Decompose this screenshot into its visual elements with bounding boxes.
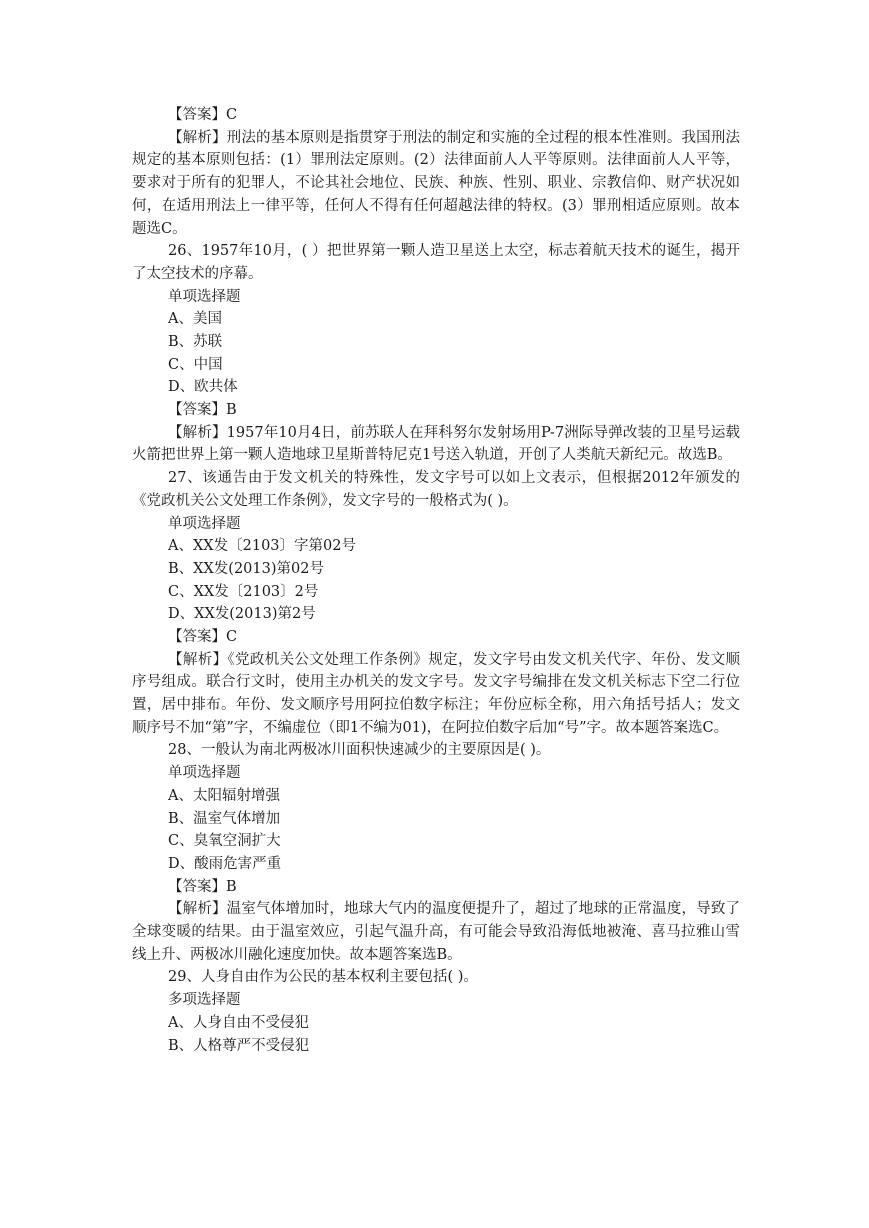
option-d: D、欧共体 xyxy=(168,379,238,396)
document-body xyxy=(132,104,740,1057)
answer-line: 【答案】B xyxy=(168,878,237,895)
question-type-label: 单项选择题 xyxy=(168,765,241,782)
question-stem: 29、人身自由作为公民的基本权利主要包括( )。 xyxy=(168,969,478,986)
option-a: A、人身自由不受侵犯 xyxy=(168,1014,309,1031)
option-c: C、臭氧空洞扩大 xyxy=(168,833,281,850)
question-stem: 27、该通告由于发文机关的特殊性，发文字号可以如上文表示，但根据2012年颁发的《党政机关公文处理工作条例》，发文字号的一般格式为( )。 xyxy=(132,470,740,509)
question-type-label: 单项选择题 xyxy=(168,288,241,305)
question-type-label: 多项选择题 xyxy=(168,992,241,1009)
option-a: A、太阳辐射增强 xyxy=(168,787,280,804)
question-type-label: 单项选择题 xyxy=(168,515,241,532)
option-c: C、中国 xyxy=(168,356,223,373)
option-c: C、XX发〔2103〕2号 xyxy=(168,583,319,600)
analysis-paragraph: 【解析】1957年10月4日，前苏联人在拜科努尔发射场用P-7洲际导弹改装的卫星号运载火箭把世界上第一颗人造地球卫星斯普特尼克1号送入轨道，开创了人类航天新纪元。故选B。 xyxy=(132,424,740,464)
answer-line: 【答案】C xyxy=(168,628,238,645)
option-d: D、XX发(2013)第2号 xyxy=(168,606,316,623)
answer-line: 【答案】C xyxy=(168,107,238,123)
option-a: A、美国 xyxy=(168,311,222,328)
option-a: A、XX发〔2103〕字第02号 xyxy=(168,538,356,555)
question-stem: 28、一般认为南北两极冰川面积快速减少的主要原因是( )。 xyxy=(168,742,551,759)
option-b: B、苏联 xyxy=(168,333,223,350)
analysis-paragraph: 【解析】温室气体增加时，地球大气内的温度便提升了，超过了地球的正常温度，导致了全球变暖的结果。由于温室效应，引起气温升高，有可能会导致沿海低地被淹、喜马拉雅山雪线上升、两极冰川融化速度加快。故本题答案选B。 xyxy=(132,901,740,963)
answer-line: 【答案】B xyxy=(168,402,237,419)
analysis-paragraph: 【解析】刑法的基本原则是指贯穿于刑法的制定和实施的全过程的根本性准则。我国刑法规定的基本原则包括：(1）罪刑法定原则。(2）法律面前人人平等原则。法律面前人人平等，要求对于所有的犯罪人，不论其社会地位、民族、种族、性别、职业、宗教信仰、财产状况如何，在适用刑法上一律平等，任何人不得有任何超越法律的特权。(3）罪刑相适应原则。故本题选C。 xyxy=(132,129,740,237)
option-d: D、酸雨危害严重 xyxy=(168,855,282,872)
option-b: B、XX发(2013)第02号 xyxy=(168,560,324,577)
option-b: B、人格尊严不受侵犯 xyxy=(168,1037,310,1054)
analysis-paragraph: 【解析】《党政机关公文处理工作条例》规定，发文字号由发文机关代字、年份、发文顺序号组成。联合行文时，使用主办机关的发文字号。发文字号编排在发文机关标志下空二行位置，居中排布。年份、发文顺序号用阿拉伯数字标注；年份应标全称，用六角括号括人；发文顺序号不加“第”字，不编虚位（即1不编为01)，在阿拉伯数字后加“号”字。故本题答案选C。 xyxy=(132,651,740,736)
question-stem: 26、1957年10月，( ）把世界第一颗人造卫星送上太空，标志着航天技术的诞生，揭开了太空技术的序幕。 xyxy=(132,243,740,282)
option-b: B、温室气体增加 xyxy=(168,810,281,827)
